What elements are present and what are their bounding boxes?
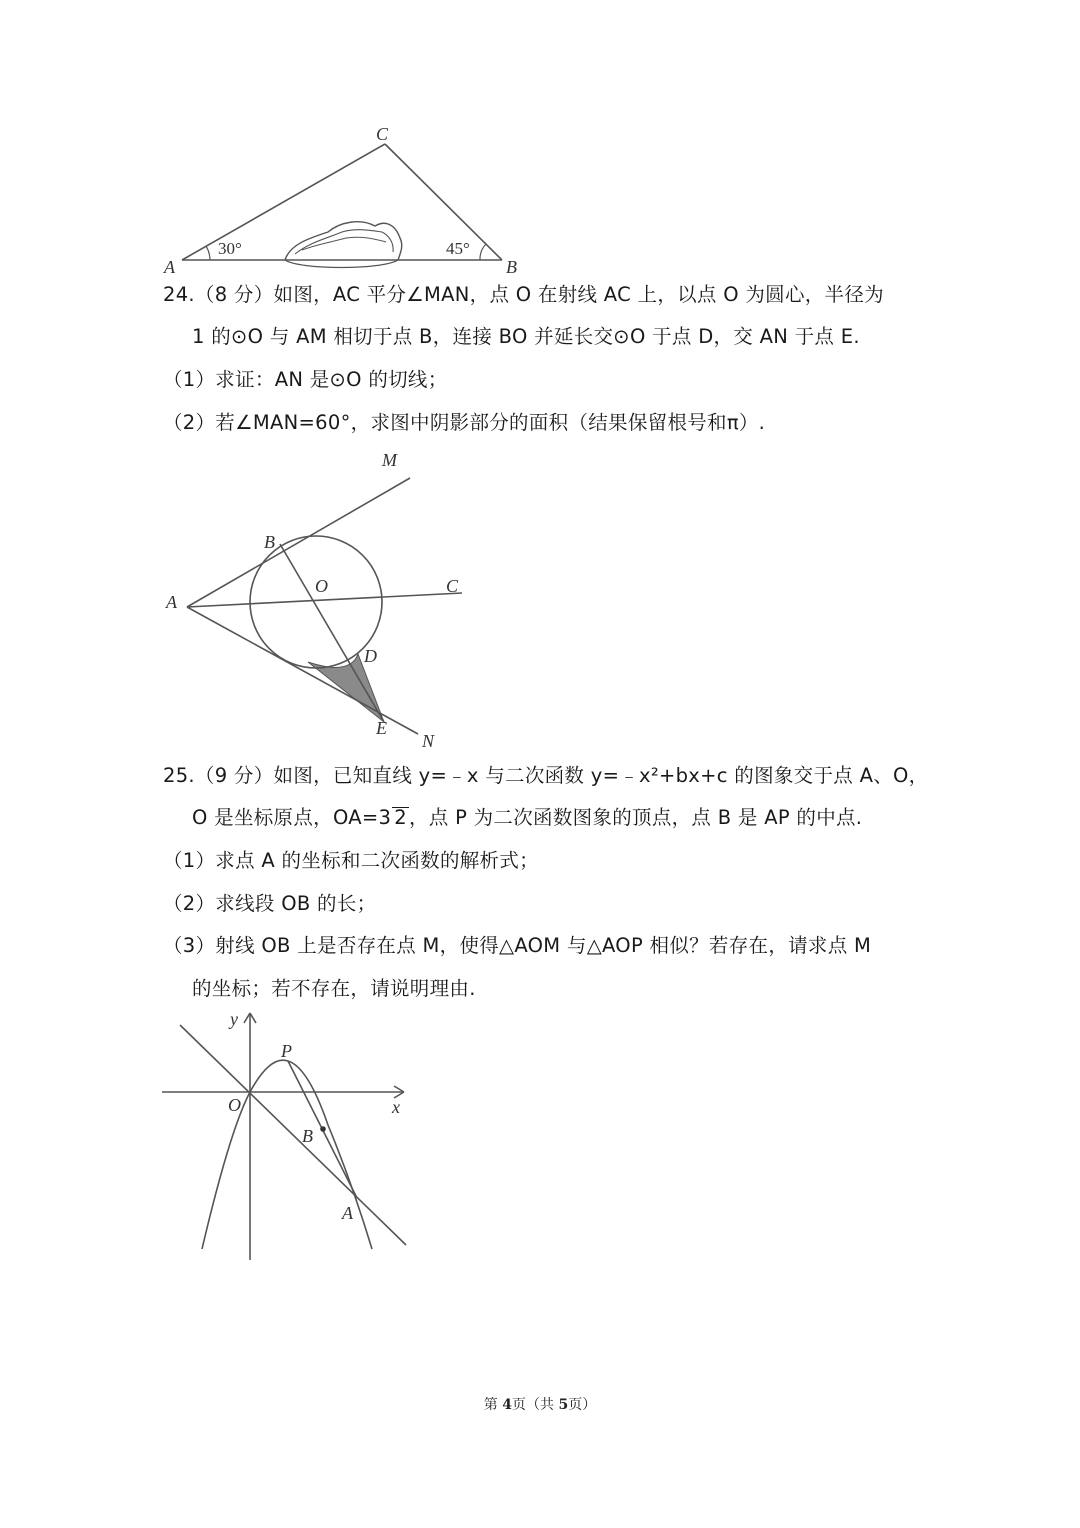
figure-parabola bbox=[150, 1005, 440, 1270]
q25-line2-post: ，点 P 为二次函数图象的顶点，点 B 是 AP 的中点. bbox=[408, 806, 863, 829]
angle-a-label: 30° bbox=[218, 239, 242, 258]
label-p: P bbox=[281, 1041, 292, 1061]
label-m: M bbox=[382, 450, 397, 470]
label-a: A bbox=[342, 1203, 353, 1223]
q25-sub3: （3）射线 OB 上是否存在点 M，使得△AOM 与△AOP 相似？若存在，请求点 M bbox=[163, 934, 872, 957]
label-e: E bbox=[376, 718, 387, 738]
q25-sub3b: 的坐标；若不存在，请说明理由. bbox=[192, 977, 476, 1000]
sqrt-two: 2 bbox=[394, 806, 407, 829]
figure-circle-tangent bbox=[150, 440, 480, 755]
q25-line1: 25.（9 分）如图，已知直线 y=﹣x 与二次函数 y=﹣x²+bx+c 的图象交于点 A、O， bbox=[163, 764, 929, 787]
page-footer: 第 4页（共 5页） bbox=[483, 1397, 597, 1413]
label-x: x bbox=[392, 1097, 400, 1117]
label-c: C bbox=[446, 576, 459, 596]
label-n: N bbox=[422, 731, 435, 751]
label-b: B bbox=[302, 1126, 313, 1146]
label-o: O bbox=[228, 1095, 241, 1115]
label-a: A bbox=[164, 257, 175, 277]
label-a: A bbox=[166, 592, 177, 612]
q24-line2: 1 的⊙O 与 AM 相切于点 B，连接 BO 并延长交⊙O 于点 D，交 AN 于点 E. bbox=[192, 325, 860, 348]
label-d: D bbox=[364, 646, 377, 666]
angle-b-label: 45° bbox=[446, 239, 470, 258]
label-o: O bbox=[315, 576, 328, 596]
label-b: B bbox=[506, 257, 517, 277]
q25-line2-pre: O 是坐标原点，OA=3 bbox=[192, 806, 392, 829]
q24-sub2: （2）若∠MAN=60°，求图中阴影部分的面积（结果保留根号和π）. bbox=[163, 411, 766, 434]
q25-sub1: （1）求点 A 的坐标和二次函数的解析式； bbox=[163, 849, 539, 872]
figure-triangle-abc bbox=[150, 120, 530, 280]
total-pages: 5 bbox=[558, 1397, 569, 1413]
q25-line2 bbox=[192, 804, 862, 832]
current-page: 4 bbox=[502, 1397, 512, 1413]
label-y: y bbox=[230, 1009, 238, 1029]
label-c: C bbox=[376, 124, 389, 144]
q25-sub2: （2）求线段 OB 的长； bbox=[163, 892, 377, 915]
q24-line1: 24.（8 分）如图，AC 平分∠MAN，点 O 在射线 AC 上，以点 O 为圆心，半径为 bbox=[163, 283, 884, 306]
q24-sub1: （1）求证：AN 是⊙O 的切线； bbox=[163, 368, 448, 391]
label-b: B bbox=[264, 532, 275, 552]
